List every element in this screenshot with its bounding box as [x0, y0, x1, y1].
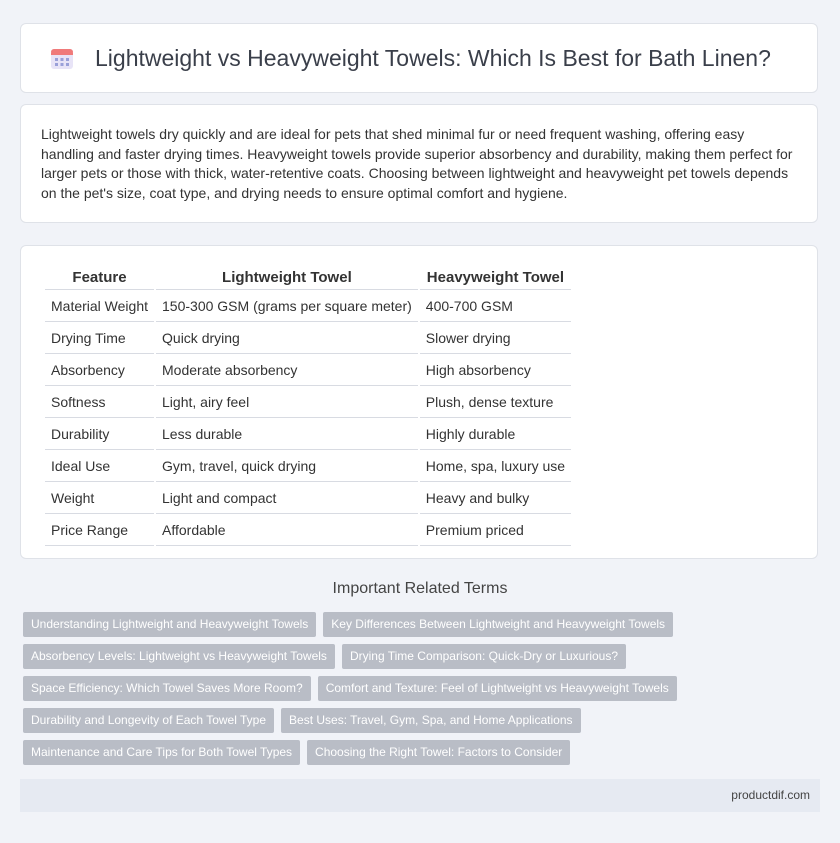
table-row [45, 418, 571, 450]
intro-card [20, 104, 818, 223]
table-row [45, 322, 571, 354]
heavyweight-cell: Plush, dense texture [420, 386, 571, 418]
feature-cell: Ideal Use [45, 450, 154, 482]
feature-cell: Weight [45, 482, 154, 514]
heavyweight-cell: 400-700 GSM [420, 290, 571, 322]
heavyweight-cell: Highly durable [420, 418, 571, 450]
intro-text: Lightweight towels dry quickly and are ideal for pets that shed minimal fur or need frequent washing, offering easy handling and faster drying times. Heavyweight towels provide superior absorbency and durability, making them perfect for larger pets or those with thick, water-retentive coats. Choosing between lightweight and heavyweight pet towels depends on the pet's size, coat type, and drying needs to ensure optimal comfort and hygiene. [41, 126, 793, 201]
related-term-tag[interactable]: Comfort and Texture: Feel of Lightweight vs Heavyweight Towels [318, 676, 677, 701]
lightweight-cell: Affordable [156, 514, 418, 546]
table-row [45, 354, 571, 386]
table-row [45, 386, 571, 418]
heavyweight-cell: Premium priced [420, 514, 571, 546]
comparison-table-card [20, 245, 818, 559]
column-header-lightweight: Lightweight Towel [156, 264, 418, 290]
table-row [45, 450, 571, 482]
related-terms-row [23, 612, 823, 637]
footer-site-link[interactable]: productdif.com [731, 788, 810, 802]
lightweight-cell: Light, airy feel [156, 386, 418, 418]
lightweight-cell: Gym, travel, quick drying [156, 450, 418, 482]
lightweight-cell: 150-300 GSM (grams per square meter) [156, 290, 418, 322]
feature-cell: Drying Time [45, 322, 154, 354]
table-row [45, 514, 571, 546]
lightweight-cell: Less durable [156, 418, 418, 450]
heavyweight-cell: Slower drying [420, 322, 571, 354]
heavyweight-cell: Heavy and bulky [420, 482, 571, 514]
feature-cell: Durability [45, 418, 154, 450]
lightweight-cell: Moderate absorbency [156, 354, 418, 386]
related-terms-list [23, 612, 823, 772]
column-header-heavyweight: Heavyweight Towel [420, 264, 571, 290]
lightweight-cell: Light and compact [156, 482, 418, 514]
calendar-icon [49, 45, 75, 71]
footer [20, 779, 820, 812]
related-term-tag[interactable]: Best Uses: Travel, Gym, Spa, and Home Applications [281, 708, 580, 733]
heavyweight-cell: Home, spa, luxury use [420, 450, 571, 482]
table-row [45, 290, 571, 322]
heavyweight-cell: High absorbency [420, 354, 571, 386]
related-terms-title: Important Related Terms [332, 580, 508, 597]
comparison-table [43, 264, 573, 546]
feature-cell: Softness [45, 386, 154, 418]
page-title: Lightweight vs Heavyweight Towels: Which Is Best for Bath Linen? [95, 44, 771, 71]
feature-cell: Price Range [45, 514, 154, 546]
related-terms-row [23, 676, 823, 701]
related-terms-row [23, 708, 823, 733]
related-term-tag[interactable]: Understanding Lightweight and Heavyweight Towels [23, 612, 316, 637]
related-terms-row [23, 740, 823, 765]
related-term-tag[interactable]: Durability and Longevity of Each Towel Type [23, 708, 274, 733]
related-terms-row [23, 644, 823, 669]
related-term-tag[interactable]: Choosing the Right Towel: Factors to Consider [307, 740, 570, 765]
related-term-tag[interactable]: Space Efficiency: Which Towel Saves More Room? [23, 676, 311, 701]
header-card [20, 23, 818, 93]
table-row [45, 482, 571, 514]
lightweight-cell: Quick drying [156, 322, 418, 354]
feature-cell: Material Weight [45, 290, 154, 322]
column-header-feature: Feature [45, 264, 154, 290]
related-term-tag[interactable]: Drying Time Comparison: Quick-Dry or Luxurious? [342, 644, 626, 669]
related-term-tag[interactable]: Key Differences Between Lightweight and Heavyweight Towels [323, 612, 673, 637]
feature-cell: Absorbency [45, 354, 154, 386]
related-term-tag[interactable]: Absorbency Levels: Lightweight vs Heavyweight Towels [23, 644, 335, 669]
table-header-row [45, 264, 571, 290]
related-term-tag[interactable]: Maintenance and Care Tips for Both Towel Types [23, 740, 300, 765]
